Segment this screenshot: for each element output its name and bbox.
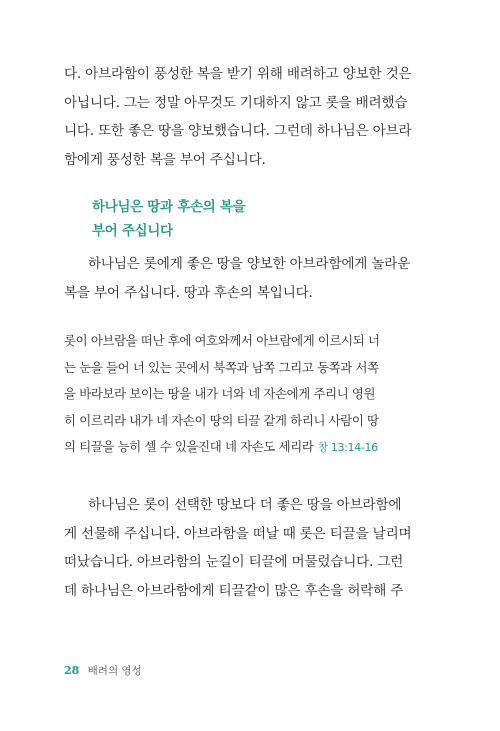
paragraph-line: 게 선물해 주십니다. 아브라함을 떠날 때 롯은 티끌을 날리며 <box>64 525 412 542</box>
paragraph-line: 니다. 또한 좋은 땅을 양보했습니다. 그런데 하나님은 아브라 <box>64 123 412 139</box>
paragraph-line: 다. 아브라함이 풍성한 복을 받기 위해 배려하고 양보한 것은 <box>64 66 412 82</box>
body-paragraph-1 <box>64 60 436 174</box>
paragraph-line: 떠났습니다. 아브라함의 눈길이 티끌에 머물렀습니다. 그런 <box>64 554 404 570</box>
scripture-quote <box>64 328 444 462</box>
page-number: 28 <box>64 664 80 677</box>
paragraph-line: 함에게 풍성한 복을 부어 주십니다. <box>64 151 266 168</box>
paragraph-line: 복을 부어 주십니다. 땅과 후손의 복입니다. <box>64 284 313 301</box>
quote-line: 는 눈을 들어 너 있는 곳에서 북쪽과 남쪽 그리고 동쪽과 서쪽 <box>64 359 379 375</box>
quote-line: 을 바라보라 보이는 땅을 내가 너와 네 자손에게 주리니 영원 <box>64 386 376 401</box>
quote-line: 롯이 아브람을 떠난 후에 여호와께서 아브람에게 이르시되 너 <box>64 333 380 348</box>
heading-line-2: 부어 주십니다 <box>92 224 173 239</box>
body-paragraph-2 <box>64 250 436 307</box>
section-heading <box>92 196 245 244</box>
heading-line-1: 하나님은 땅과 후손의 복을 <box>92 200 246 215</box>
page-footer <box>64 663 142 678</box>
paragraph-line: 데 하나님은 아브라함에게 티끌같이 많은 후손을 허락해 주 <box>64 582 404 599</box>
quote-line: 의 티끌을 능히 셀 수 있을진대 네 자손도 세리라 <box>64 439 314 454</box>
body-paragraph-3 <box>64 491 436 605</box>
paragraph-line: 아닙니다. 그는 정말 아무것도 기대하지 않고 롯을 배려했습 <box>64 94 408 111</box>
paragraph-line: 하나님은 롯이 선택한 땅보다 더 좋은 땅을 아브라함에 <box>88 497 402 513</box>
quote-line: 히 이르리라 내가 네 자손이 땅의 티끌 같게 하리니 사람이 땅 <box>64 412 379 428</box>
scripture-reference: 창 13:14-16 <box>317 441 378 454</box>
book-title: 배려의 영성 <box>87 665 142 677</box>
quote-last-line <box>64 434 444 462</box>
paragraph-line: 하나님은 롯에게 좋은 땅을 양보한 아브라함에게 놀라운 <box>88 256 411 272</box>
